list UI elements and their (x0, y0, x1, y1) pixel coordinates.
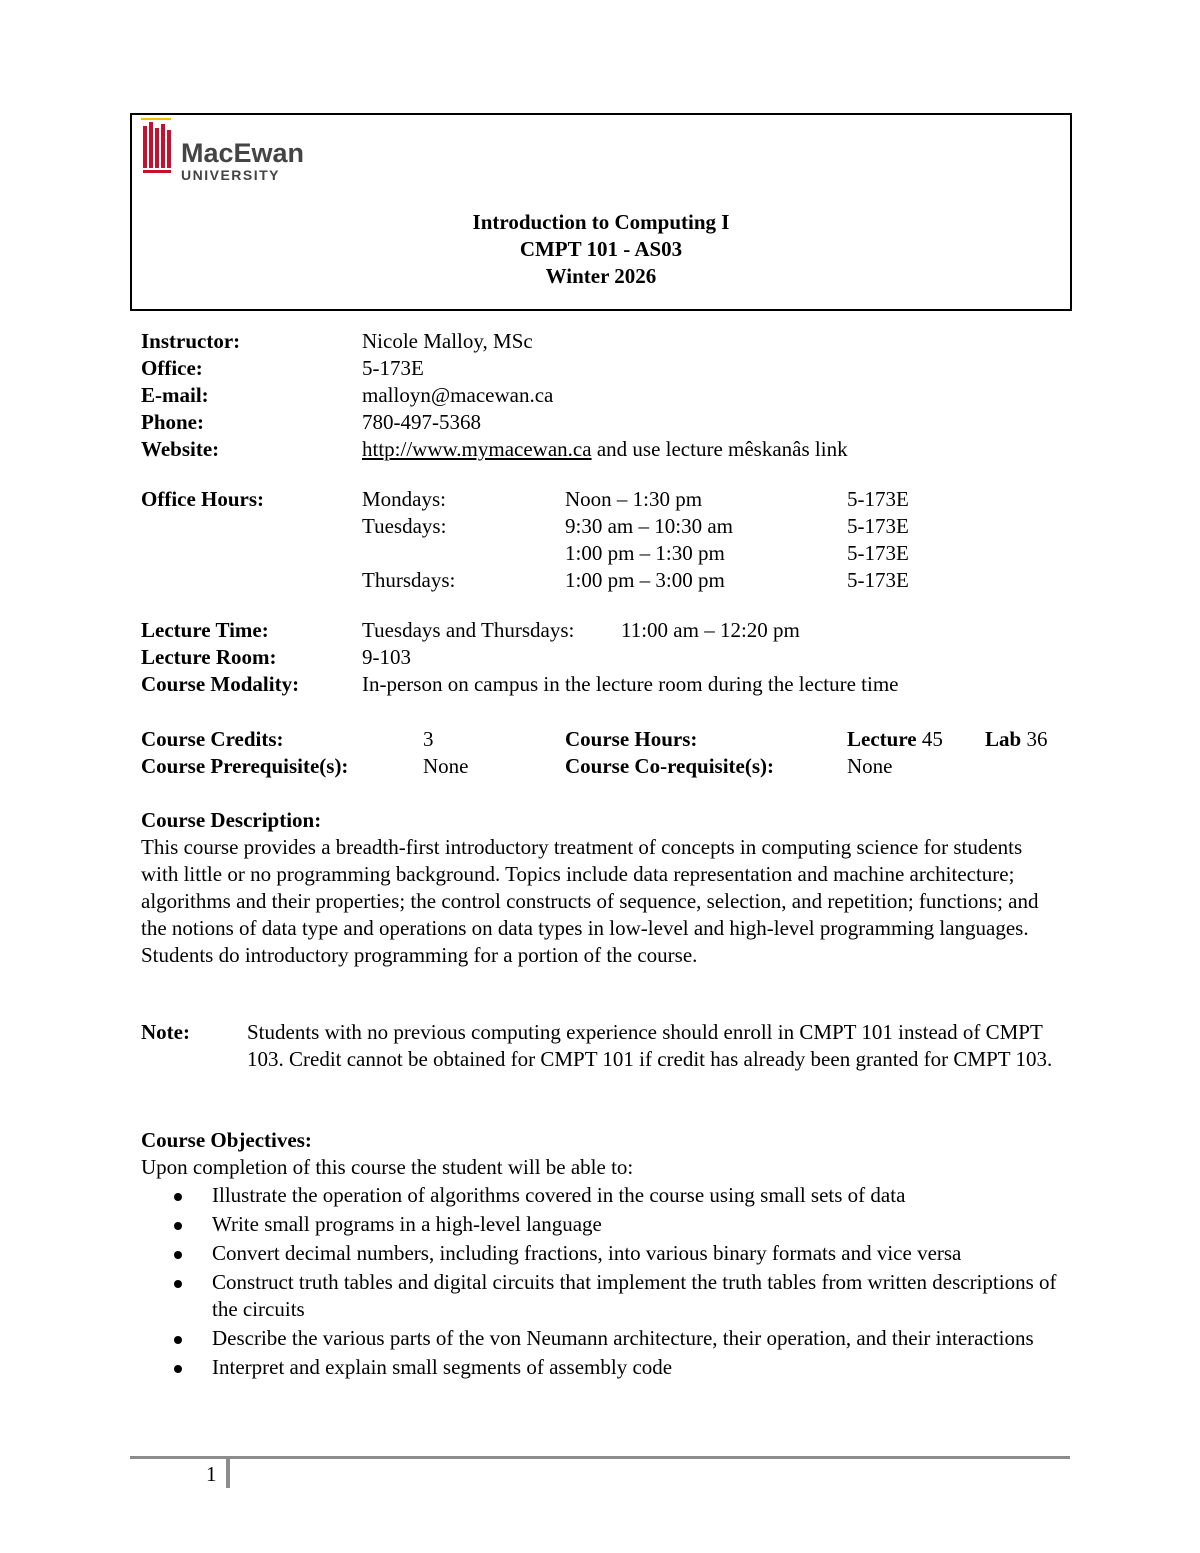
coreq-value: None (847, 754, 893, 778)
description-heading: Course Description: (141, 808, 322, 832)
macewan-logo (141, 118, 321, 184)
office-hours-label: Office Hours: (141, 487, 265, 511)
objective-item: Interpret and explain small segments of assembly code (141, 1354, 1071, 1381)
objective-item: Illustrate the operation of algorithms covered in the course using small sets of data (141, 1182, 1071, 1209)
office-hours-day: Thursdays: (362, 568, 456, 592)
prereq-label: Course Prerequisite(s): (141, 754, 349, 778)
prereq-value: None (423, 754, 469, 778)
lecture-time-value: 11:00 am – 12:20 pm (621, 618, 800, 642)
office-hours-time: 1:00 pm – 3:00 pm (565, 568, 725, 592)
course-hours-lecture (847, 726, 943, 753)
coreq-label: Course Co-requisite(s): (565, 754, 774, 778)
instructor-value: Nicole Malloy, MSc (362, 329, 533, 353)
footer-divider (226, 1459, 230, 1488)
website-suffix: and use lecture mêskanâs link (591, 437, 848, 461)
office-hours-day: Mondays: (362, 487, 446, 511)
bullet-icon (174, 1193, 182, 1201)
objectives-list (141, 1182, 1071, 1383)
modality-label: Course Modality: (141, 672, 300, 696)
logo-wordmark: MacEwan (181, 138, 305, 168)
lecture-room-label: Lecture Room: (141, 645, 277, 669)
phone-value: 780-497-5368 (362, 410, 481, 434)
lecture-room-value: 9-103 (362, 645, 411, 669)
objective-item: Construct truth tables and digital circuits that implement the truth tables from written descriptions of the circuits (141, 1269, 1071, 1323)
lecture-hours-label: Lecture (847, 727, 917, 751)
phone-label: Phone: (141, 410, 204, 434)
office-hours-time: Noon – 1:30 pm (565, 487, 703, 511)
office-hours-day: Tuesdays: (362, 514, 447, 538)
website-label: Website: (141, 437, 220, 461)
instructor-label: Instructor: (141, 329, 241, 353)
objective-item: Write small programs in a high-level language (141, 1211, 1071, 1238)
description-text: This course provides a breadth-first introductory treatment of concepts in computing science for students with little or no programming background. Topics include data representation and machine architecture; algorithms and their properties; the control constructs of sequence, selection, and repetition; functions; and the notions of data type and operations on data types in low-level and high-level programming languages. Students do introductory programming for a portion of the course. (141, 835, 1039, 967)
bullet-icon (174, 1280, 182, 1288)
footer-rule (130, 1456, 1070, 1459)
note-text: Students with no previous computing experience should enroll in CMPT 101 instead of CMPT 103. Credit cannot be obtained for CMPT 101 if credit has already been granted for CMPT 103. (247, 1020, 1053, 1071)
credits-value: 3 (423, 727, 434, 751)
objectives-heading: Course Objectives: (141, 1128, 312, 1152)
course-title: Introduction to Computing I (472, 210, 730, 234)
office-hours-room: 5-173E (847, 541, 909, 565)
website-link[interactable]: http://www.mymacewan.ca (362, 437, 592, 461)
bullet-icon (174, 1365, 182, 1373)
lecture-time-label: Lecture Time: (141, 618, 269, 642)
office-hours-time: 1:00 pm – 1:30 pm (565, 541, 725, 565)
bullet-icon (174, 1251, 182, 1259)
objective-item: Convert decimal numbers, including fractions, into various binary formats and vice versa (141, 1240, 1071, 1267)
lab-hours-label: Lab (985, 727, 1022, 751)
page-number: 1 (206, 1462, 217, 1486)
logo-subtitle: UNIVERSITY (181, 167, 281, 183)
course-hours-label: Course Hours: (565, 727, 698, 751)
bullet-icon (174, 1222, 182, 1230)
lecture-days: Tuesdays and Thursdays: (362, 618, 575, 642)
lecture-hours-value: 45 (921, 727, 943, 751)
website-value (362, 436, 848, 463)
modality-value: In-person on campus in the lecture room during the lecture time (362, 672, 899, 696)
bullet-icon (174, 1336, 182, 1344)
course-hours-lab (985, 726, 1047, 753)
lab-hours-value: 36 (1026, 727, 1048, 751)
email-value: malloyn@macewan.ca (362, 383, 554, 407)
office-hours-room: 5-173E (847, 568, 909, 592)
credits-label: Course Credits: (141, 727, 284, 751)
office-label: Office: (141, 356, 203, 380)
office-value: 5-173E (362, 356, 424, 380)
course-code: CMPT 101 - AS03 (519, 237, 683, 261)
office-hours-room: 5-173E (847, 487, 909, 511)
course-term: Winter 2026 (545, 264, 657, 288)
objective-item: Describe the various parts of the von Neumann architecture, their operation, and their interactions (141, 1325, 1071, 1352)
objectives-intro: Upon completion of this course the student will be able to: (141, 1155, 634, 1179)
email-label: E-mail: (141, 383, 209, 407)
office-hours-room: 5-173E (847, 514, 909, 538)
note-label: Note: (141, 1020, 190, 1044)
office-hours-time: 9:30 am – 10:30 am (565, 514, 733, 538)
